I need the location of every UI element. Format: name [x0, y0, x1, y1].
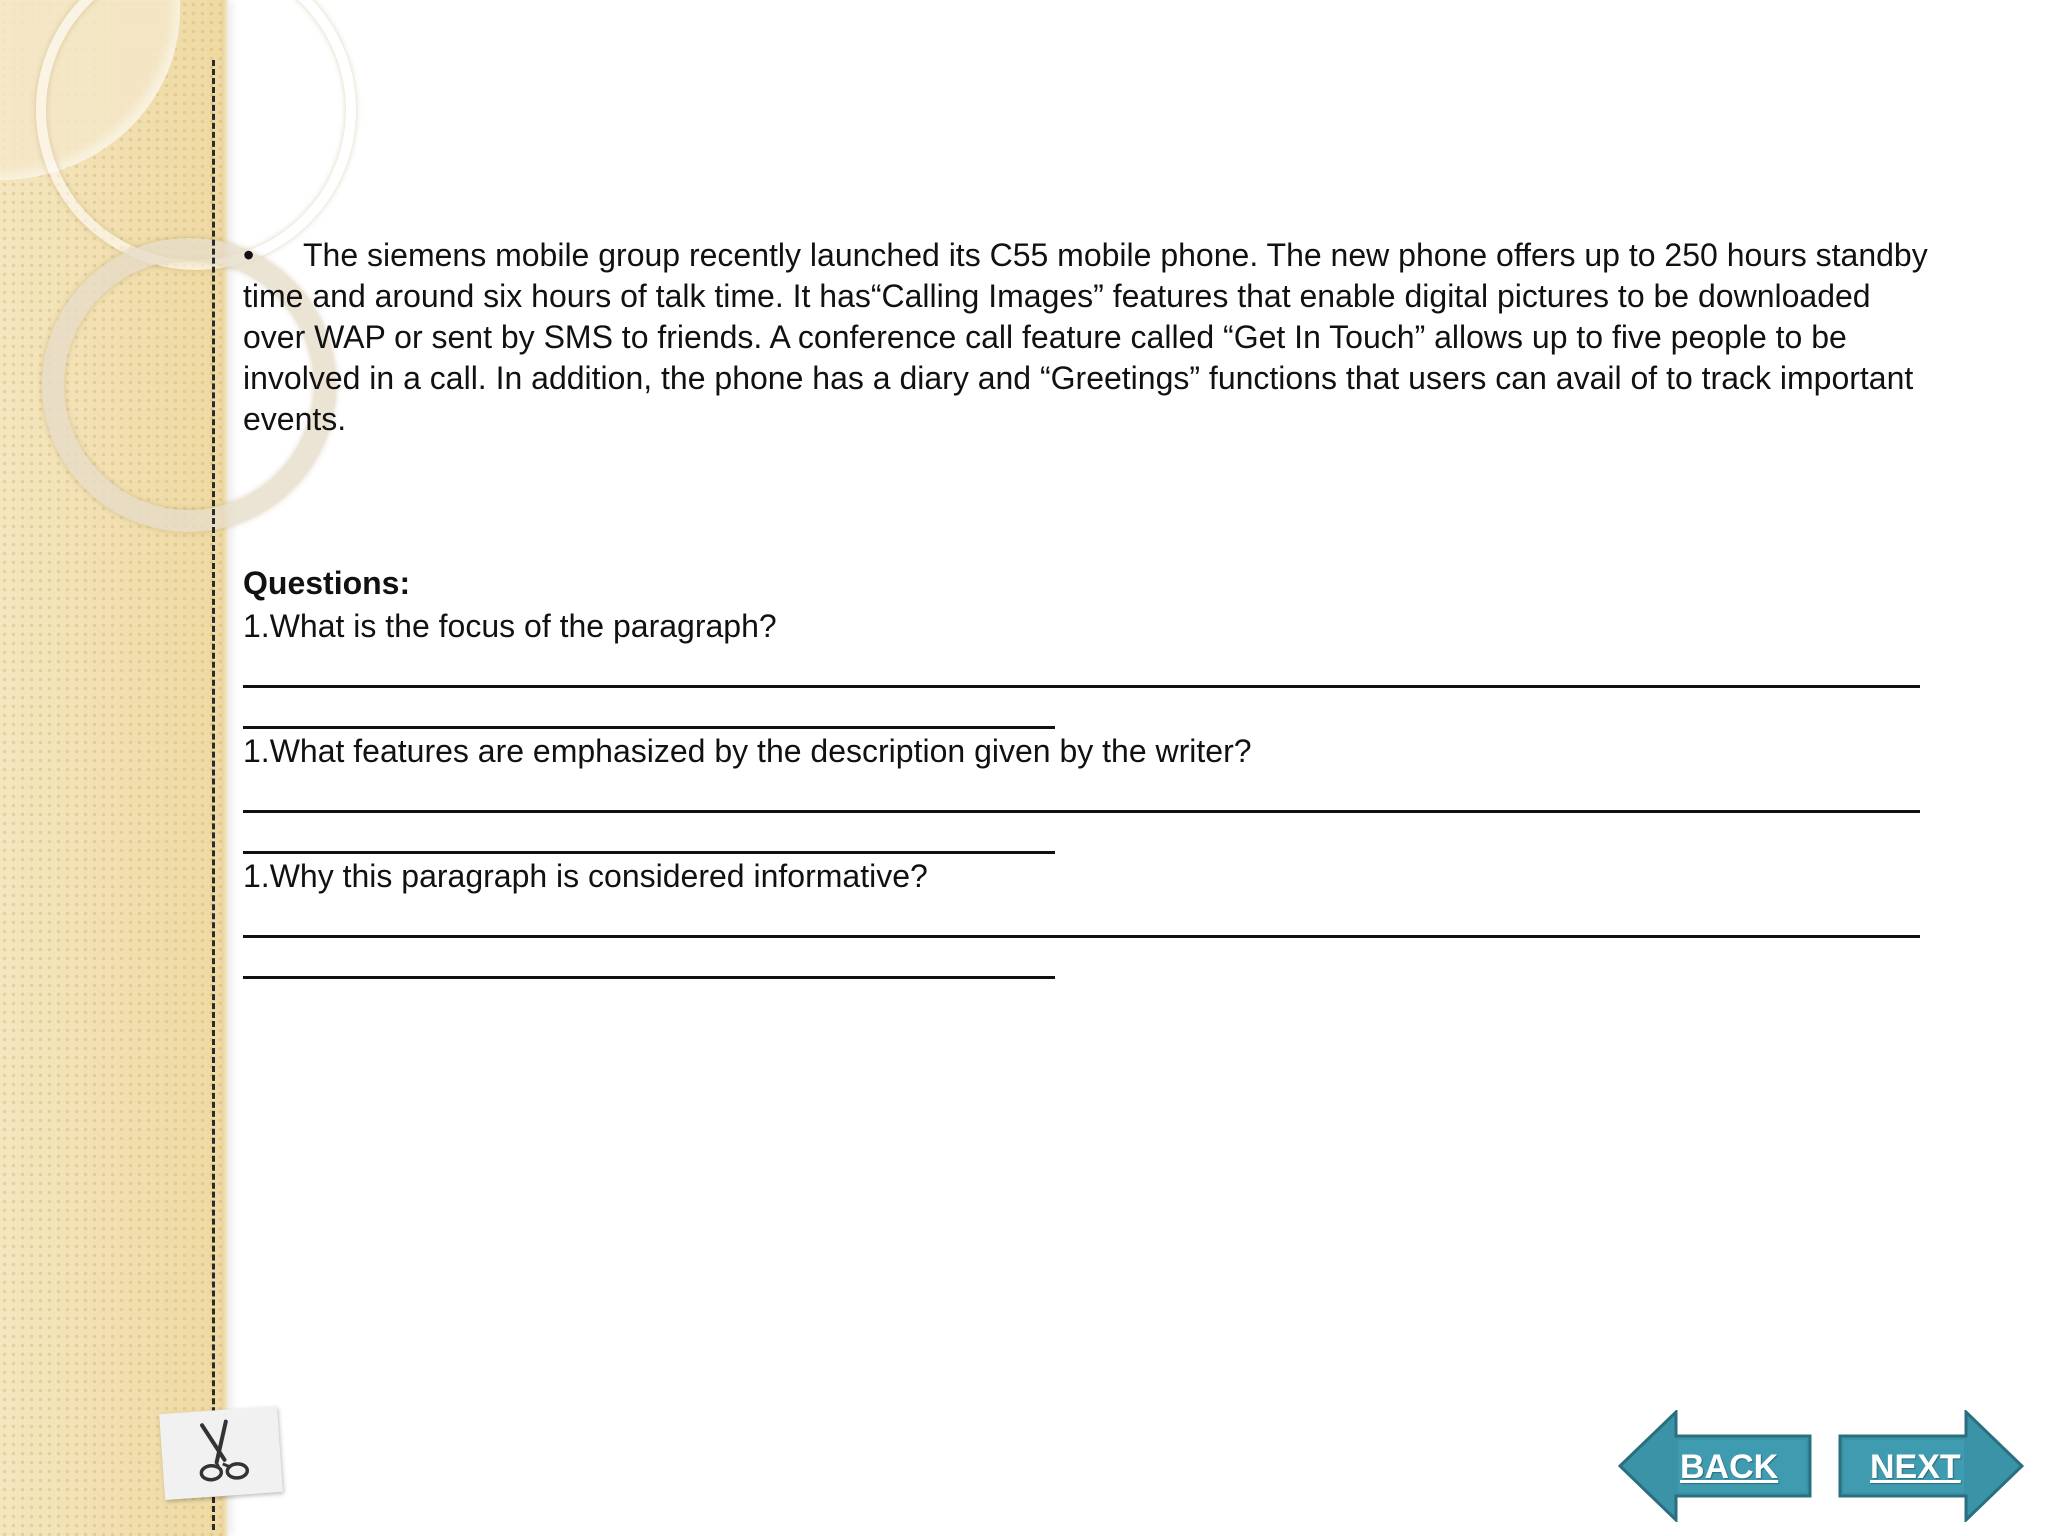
scissors-icon — [188, 1418, 256, 1488]
answer-line — [243, 685, 1920, 688]
question-2: 1.What features are emphasized by the description given by the writer? — [243, 733, 1252, 769]
slide-content — [243, 235, 1933, 979]
question-3: 1.Why this paragraph is considered informative? — [243, 858, 928, 894]
next-label: NEXT — [1870, 1448, 1961, 1486]
questions-heading: Questions: — [243, 565, 411, 601]
cut-line — [212, 60, 215, 1530]
bullet: • — [243, 237, 255, 273]
answer-line — [243, 810, 1920, 813]
answer-line — [243, 935, 1920, 938]
answer-line — [243, 851, 1055, 854]
answer-line — [243, 976, 1055, 979]
questions-section — [243, 563, 1933, 979]
back-label: BACK — [1680, 1448, 1779, 1486]
back-button[interactable] — [1618, 1410, 1814, 1522]
paragraph-text: The siemens mobile group recently launched its C55 mobile phone. The new phone offers up to 250 hours standby time and around six hours of talk time. It has“Calling Images” features that enable digital pictures to be downloaded over WAP or sent by SMS to friends. A conference call feature called “Get In Touch” allows up to five people to be involved in a call. In addition, the phone has a diary and “Greetings” functions that users can avail of to track important events. — [243, 237, 1928, 437]
body-paragraph — [243, 235, 1933, 440]
scissors-card — [159, 1406, 283, 1500]
question-1: 1.What is the focus of the paragraph? — [243, 608, 777, 644]
next-button[interactable] — [1838, 1410, 2024, 1522]
answer-line — [243, 726, 1055, 729]
